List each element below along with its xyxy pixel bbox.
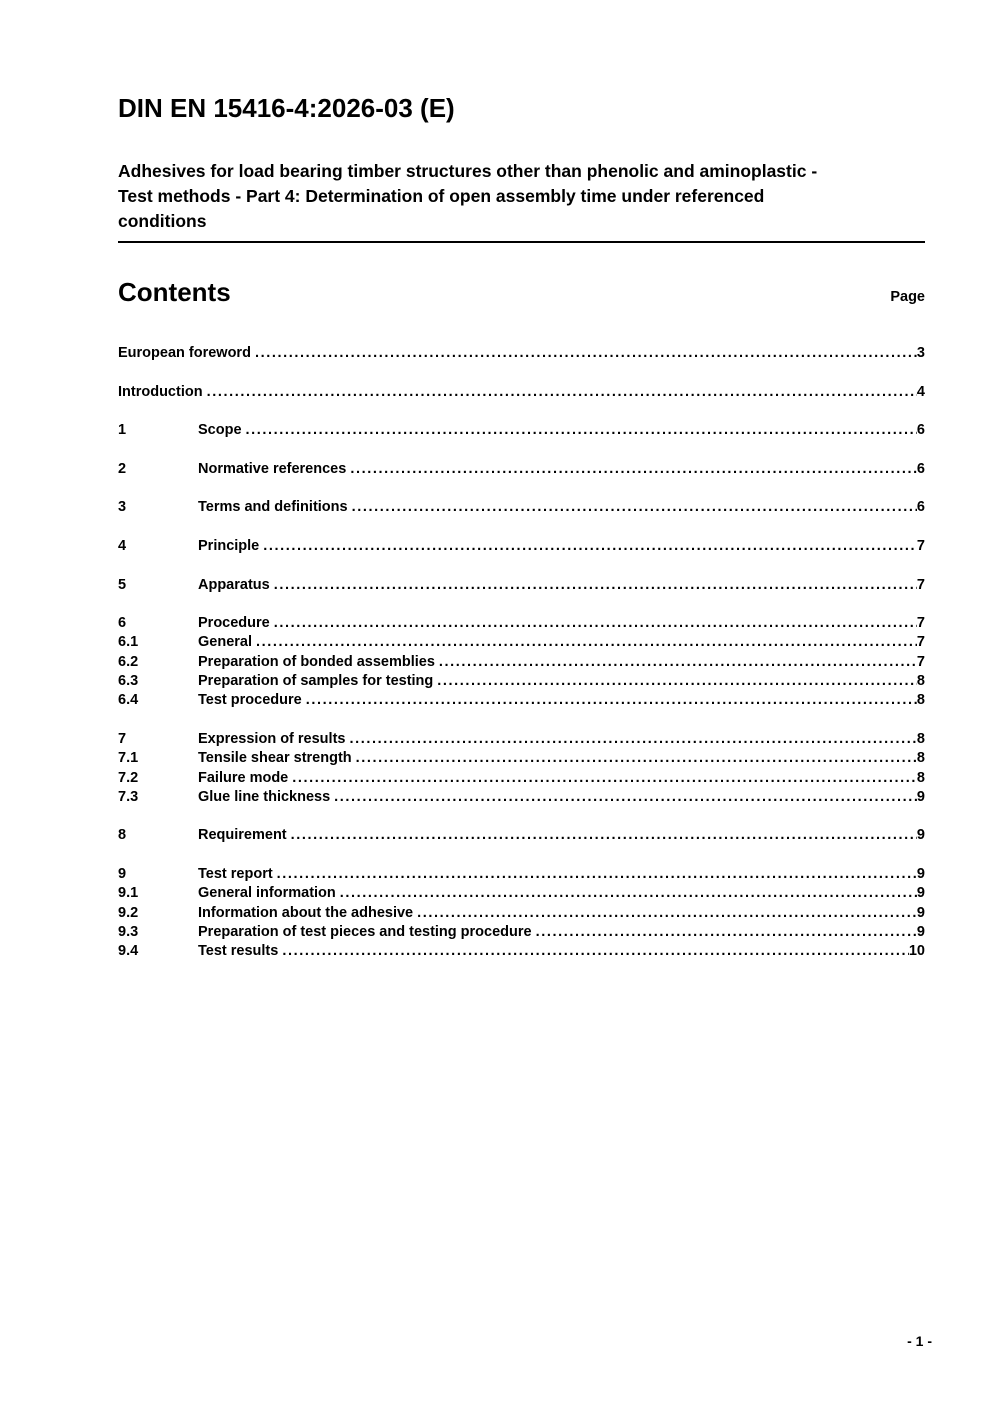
toc-leader-dots [532, 923, 917, 942]
contents-header-row [118, 277, 925, 307]
toc-entry [118, 884, 925, 903]
toc-entry-number: 5 [118, 576, 127, 593]
toc-entry [118, 769, 925, 788]
toc-leader-dots [278, 942, 909, 961]
toc-leader-dots [203, 383, 917, 402]
toc-entry-number: 9.2 [118, 904, 139, 921]
toc-entry [118, 633, 925, 652]
toc-entry-label: Preparation of bonded assemblies [198, 653, 435, 670]
document-content [118, 0, 925, 962]
toc-entry [118, 421, 925, 440]
toc-entry-page: 4 [916, 383, 925, 400]
toc-leader-dots [273, 865, 917, 884]
toc-leader-dots [433, 672, 917, 691]
toc-entry-page: 7 [916, 576, 925, 593]
toc-entry-page: 8 [916, 750, 925, 767]
toc-entry-page: 9 [916, 788, 925, 805]
toc-leader-dots [270, 614, 917, 633]
toc-entry-number: 7 [118, 730, 127, 747]
toc-entry-label: Information about the adhesive [198, 904, 414, 921]
toc-entry-label: Test results [198, 943, 279, 960]
toc-entry-page: 10 [908, 943, 925, 960]
toc-entry [118, 826, 925, 845]
toc-entry-label: Normative references [198, 460, 347, 477]
toc-entry [118, 691, 925, 710]
toc-entry [118, 653, 925, 672]
toc-entry-number: 6.3 [118, 673, 139, 690]
toc-entry-label: European foreword [118, 345, 251, 361]
toc-entry-number: 9.3 [118, 923, 139, 940]
toc-entry [118, 904, 925, 923]
contents-heading: Contents [118, 277, 231, 307]
toc-entry [118, 672, 925, 691]
toc-entry-label: General [198, 634, 252, 651]
toc-leader-dots [302, 691, 917, 710]
toc-entry [118, 576, 925, 595]
toc-entry-label: Requirement [198, 827, 287, 844]
toc-entry-number: 7.1 [118, 750, 139, 767]
toc-entry [118, 788, 925, 807]
toc-entry-number: 9 [118, 866, 127, 883]
toc-leader-dots [336, 884, 917, 903]
toc-entry [118, 537, 925, 556]
toc-entry-page: 6 [916, 460, 925, 477]
doc-title [118, 159, 925, 243]
toc-entry-page: 8 [916, 673, 925, 690]
toc-entry-label: Test report [198, 866, 273, 883]
toc-entry-page: 8 [916, 692, 925, 709]
toc-entry-page: 6 [916, 499, 925, 516]
toc-entry [118, 344, 925, 363]
toc-entry-page: 8 [916, 769, 925, 786]
toc-entry-number: 2 [118, 460, 127, 477]
doc-title-line: Test methods - Part 4: Determination of open assembly time under referenced [118, 186, 765, 206]
toc-leader-dots [348, 498, 917, 517]
toc-entry-label: Test procedure [198, 692, 302, 709]
toc-entry-label: Preparation of samples for testing [198, 673, 434, 690]
doc-title-line: conditions [118, 211, 207, 231]
toc-entry-page: 3 [916, 345, 925, 361]
toc-leader-dots [259, 537, 917, 556]
toc-entry-number: 7.3 [118, 788, 139, 805]
toc-entry-label: Terms and definitions [198, 499, 348, 516]
doc-number-title: DIN EN 15416-4:2026-03 (E) [118, 93, 455, 123]
toc-entry-label: Preparation of test pieces and testing procedure [198, 923, 532, 940]
toc-leader-dots [287, 826, 917, 845]
toc-entry-label: Introduction [118, 383, 203, 400]
toc-entry [118, 923, 925, 942]
toc-entry-number: 9.4 [118, 943, 139, 960]
toc-entry-page: 8 [916, 730, 925, 747]
toc-entry-number: 7.2 [118, 769, 139, 786]
toc-entry-page: 9 [916, 923, 925, 940]
toc-entry-page: 7 [916, 537, 925, 554]
toc-entry-number: 4 [118, 537, 127, 554]
toc-entry [118, 749, 925, 768]
toc-leader-dots [242, 421, 917, 440]
toc-entry [118, 865, 925, 884]
table-of-contents [118, 344, 925, 962]
toc-leader-dots [288, 769, 917, 788]
toc-leader-dots [346, 460, 917, 479]
toc-leader-dots [413, 904, 917, 923]
toc-entry-number: 3 [118, 499, 127, 516]
toc-entry-number: 6.4 [118, 692, 139, 709]
page-number-footer: - 1 - [907, 1333, 932, 1349]
toc-entry-label: Principle [198, 537, 260, 554]
toc-leader-dots [251, 344, 917, 363]
toc-entry [118, 614, 925, 633]
toc-entry [118, 942, 925, 961]
toc-entry-label: Glue line thickness [198, 788, 331, 805]
toc-entry [118, 498, 925, 517]
toc-entry-label: Expression of results [198, 730, 346, 747]
toc-leader-dots [345, 730, 916, 749]
toc-entry-label: Failure mode [198, 769, 289, 786]
toc-entry-page: 9 [916, 827, 925, 844]
toc-entry-page: 7 [916, 634, 925, 651]
toc-entry-page: 9 [916, 904, 925, 921]
toc-entry-page: 7 [916, 653, 925, 670]
toc-entry [118, 383, 925, 402]
toc-leader-dots [252, 633, 917, 652]
toc-entry-number: 9.1 [118, 885, 139, 902]
toc-entry-label: Procedure [198, 615, 270, 632]
toc-entry-number: 1 [118, 422, 127, 439]
toc-leader-dots [270, 576, 917, 595]
toc-entry-page: 6 [916, 422, 925, 439]
toc-entry-label: General information [198, 885, 336, 902]
toc-entry-page: 9 [916, 866, 925, 883]
toc-entry [118, 730, 925, 749]
toc-entry-label: Apparatus [198, 576, 270, 593]
toc-entry-label: Tensile shear strength [198, 750, 352, 767]
toc-entry-page: 9 [916, 885, 925, 902]
toc-entry-number: 6.1 [118, 634, 139, 651]
toc-entry-number: 8 [118, 827, 127, 844]
toc-entry-number: 6.2 [118, 653, 139, 670]
page-column-label: Page [890, 289, 925, 305]
toc-leader-dots [435, 653, 917, 672]
toc-entry-number: 6 [118, 615, 127, 632]
toc-entry-label: Scope [198, 422, 242, 439]
doc-title-line: Adhesives for load bearing timber structures other than phenolic and aminoplastic - [118, 161, 818, 181]
toc-entry [118, 460, 925, 479]
toc-leader-dots [352, 749, 917, 768]
toc-leader-dots [330, 788, 917, 807]
toc-entry-page: 7 [916, 615, 925, 632]
